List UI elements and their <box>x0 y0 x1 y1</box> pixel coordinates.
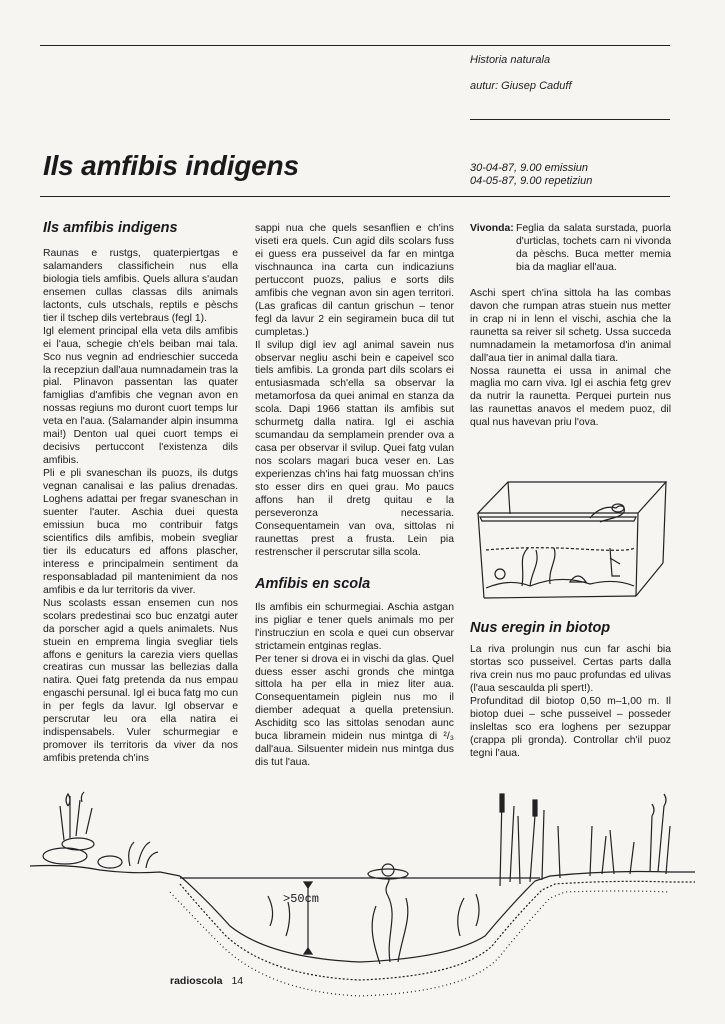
pond-cross-section-illustration <box>30 786 695 1001</box>
paragraph: La riva prolungin nus cun far aschi bia stortas sco pusseivel. Certas parts dalla riva crein nus mo pauc profundas ed ulivas (l'aua sescaulda pli spert!). <box>470 643 671 694</box>
paragraph: Aschi spert ch'ina sittola ha las combas davon che rumpan atras stuein nus metter in crap ni in lenn el vischi, aschia che la raunetta sa reiver sil schetg. Ussa succeda numnadamein la metamorfosa d'in animal dall'aua tier in animal dalla tiara. <box>470 287 671 364</box>
food-label: Vivonda: <box>470 223 514 234</box>
column-2 <box>255 223 454 770</box>
column-1 <box>43 222 238 766</box>
column-3-lower <box>470 622 671 761</box>
rebroadcast-date: 04-05-87, 9.00 repetiziun <box>470 175 593 187</box>
column-3 <box>470 223 671 430</box>
broadcast-date: 30-04-87, 9.00 emissiun <box>470 162 589 174</box>
title-rule <box>40 196 670 197</box>
paragraph: sappi nua che quels sesanflien e ch'ins viseti era quels. Cun agid dils scolars fuss ei guess era pusseivel da far en mintga vischnaunca ina carta cun indicaziuns pertuccont puozs, palius e sorts dils amfibis che vegnan avon sin agen territori. (Las graficas dil cantun grischun – tenor fegl da lavur 2 ein segiramein buca dil tut cumpletas.) <box>255 223 454 338</box>
paragraph: Per tener si drova ei in vischi da glas. Quel duess esser aschi gronds che mintga sittola ha per ella in miez liter aua. Consequentamein piglein nus mo il diember adequat a quella pretensiun. Aschiditg sco las sittolas senodan aunc buca libramein midein nus mintga di ²/₃ dall'aua. Silsuenter midein nus mintga dus dis tut l'aua. <box>255 653 454 769</box>
paragraph: Ils amfibis ein schurmegiai. Aschia astgan ins pigliar e tener quels animals mo per l'instrucziun en scola e quei cun observar strictamein entginas reglas. <box>255 601 454 652</box>
section-heading: Ils amfibis indigens <box>43 220 178 236</box>
aquarium-illustration <box>470 478 670 606</box>
top-rule <box>40 45 670 46</box>
paragraph: Nus scolasts essan ensemen cun nos scolars predestinai sco buc enzatgi auter da porscher agid a quels animalets. Nus stuein en emprema lingia svegliar tiels affons e geniturs la carezia viers quellas creatiras cun mussar las bellezias dalla natira. Quei fatg pretenda da nus empau engaschi persunal. Igl ei buca fatg mo cun in per fegls da lavur. Igl observar e perscrutar leu ora ella natira ei indispensabels. Vuler schurmegiar e promover ils territoris da viver da nos amfibis pretenda ch'ins <box>43 597 238 765</box>
paragraph: Nossa raunetta ei ussa in animal che maglia mo carn viva. Igl ei aschia fetg grev da nutrir la raunetta. Perquei purtein nus las raunettas anavos el medem puoz, dil qual nus havevan priu l'ova. <box>470 365 671 429</box>
page-number: 14 <box>231 975 244 987</box>
paragraph: Igl element principal ella veta dils amfibis ei l'aua, schegie ch'els beiban mai tala. Sco nus vegnin ad endrieschier succeda la recepziun dall'aua numnadamein tras la pial. Plinavon passentan las quater famiglias d'amfibis che vegnan avon en nossas regiuns mo duront cuort temps lur veta en l'aua. (Salamander alpin insumma mai!) Denton ual quei cuort temps ei decisivs pertuccont l'existenza dils amfibis. <box>43 325 238 467</box>
broadcast-dates <box>470 162 592 188</box>
food-text: Feglia da salata surstada, puorla d'urticlas, tochets carn ni vivonda da pèschs. Buca metter memia bia da magliar ell'aua. <box>516 223 671 273</box>
section-heading: Nus eregin in biotop <box>470 620 611 636</box>
section-heading: Amfibis en scola <box>255 575 371 592</box>
paragraph: Profunditad dil biotop 0,50 m–1,00 m. Il biotop duei – sche pusseivel – posseder insleltas sco era loghens per sezuppar (crappa pli gronda). Controllar ch'il puoz tegni l'aua. <box>470 695 671 759</box>
food-entry <box>470 223 671 275</box>
author-label: autur: Giusep Caduff <box>470 80 572 92</box>
author-rule <box>470 119 670 120</box>
paragraph: Pli e pli svaneschan ils puozs, ils dutgs vegnan canalisai e las palius drenadas. Loghens adattai per fregar svaneschan in suenter l'auter. Aschia duei questa emissiun buca mo contribuir fatgs scientifics dils amfibis, mobein svegliar tier ils educaturs ed affons plascher, interess e principalmein sentiment da responsabladad pil mantenimient da nos amfibis e da lur territoris da viver. <box>43 468 238 596</box>
subject-label: Historia naturala <box>470 54 551 66</box>
page-footer <box>170 975 243 987</box>
publication-name: radioscola <box>170 975 223 987</box>
depth-label: >50cm <box>283 892 320 906</box>
paragraph: Il svilup digl iev agl animal savein nus observar negliu aschi bein e capeivel sco tiels amfibis. La gronda part dils scolars ei entusiasmada sch'ella sa observar la metamorfosa da quei animal en stanza da scola. Dapi 1966 stattan ils amfibis sut schurmetg dalla natira. Igl ei aschia scumandau da semplamein prender ova a casa per observar il svilup. Quei fatg vulan nos scolars magari buca veser en. Las experienzas ch'ins hai fatg muossan ch'ins sto esser dirs en quei grau. Mo paucs affons han il dretg quitau e la perseveronza necessaria. Consequentamein van ova, sittolas ni raunettas prest a frusta. Lein pia restrenscher il perscrutar silla scola. <box>255 339 454 558</box>
page-title: Ils amfibis indigens <box>43 150 299 181</box>
paragraph: Raunas e rustgs, quaterpiertgas e salamanders classifichein nus ella biologia tiels amfibis. Quels allura s'audan ensemen cullas classas dils animals lactonts, culs utschals, reptils e pèschs tier il tschep dils vertebraus (fegl 1). <box>43 247 238 324</box>
